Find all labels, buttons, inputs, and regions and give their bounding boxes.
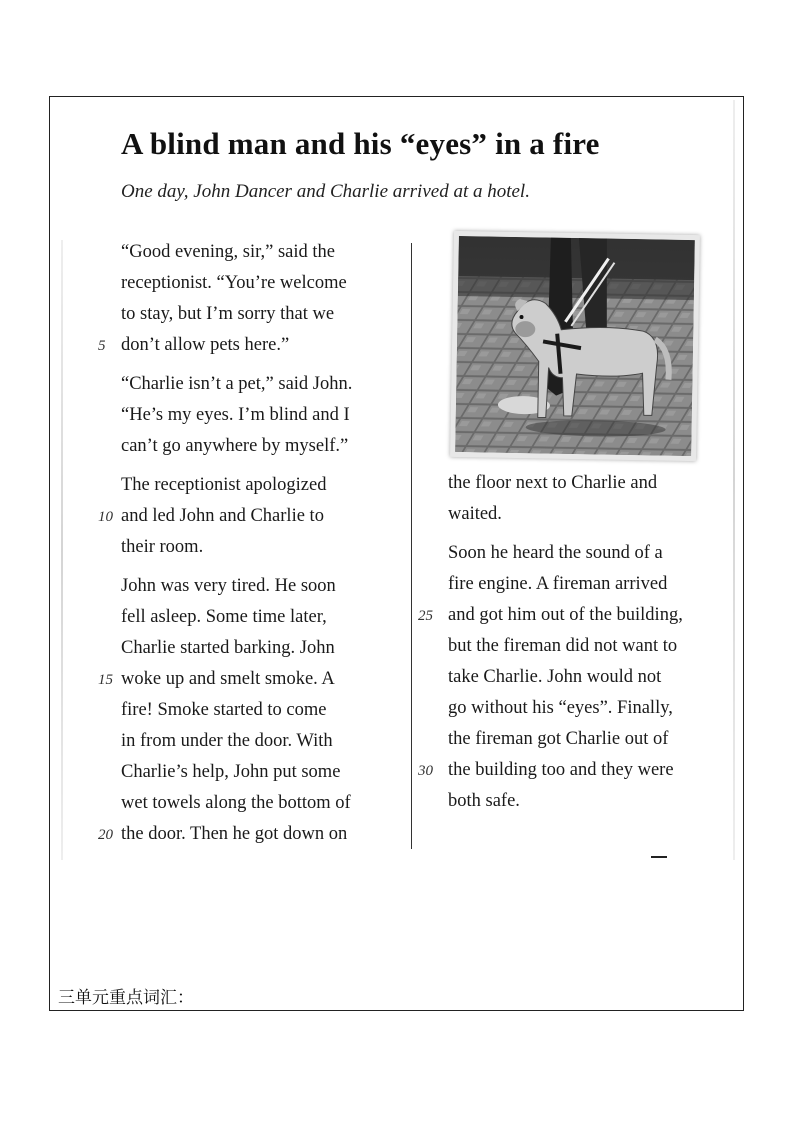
text-line: fell asleep. Some time later, [121,607,327,627]
text-line: can’t go anywhere by myself.” [121,436,349,456]
text-line: “Charlie isn’t a pet,” said John. [121,374,353,394]
article-title: A blind man and his “eyes” in a fire [121,126,600,161]
line-number: 10 [98,509,113,525]
line-number: 5 [98,338,106,354]
text-line: and got him out of the building, [448,605,683,625]
text-line: both safe. [448,791,520,811]
text-line: waited. [448,504,502,524]
line-number: 20 [98,827,113,843]
line-number: 30 [418,763,433,779]
text-line: go without his “eyes”. Finally, [448,698,673,718]
text-line: but the fireman did not want to [448,636,678,656]
text-line: Soon he heard the sound of a [448,543,663,563]
text-line: “Good evening, sir,” said the [121,242,336,262]
text-line: the door. Then he got down on [121,824,348,844]
scan-speck [651,856,667,858]
line-number: 25 [418,608,433,624]
line-number: 15 [98,672,113,688]
photo-image [455,236,695,456]
text-line: their room. [121,537,204,557]
text-line: woke up and smelt smoke. A [121,669,335,689]
text-line: John was very tired. He soon [121,576,336,596]
text-line: don’t allow pets here.” [121,335,290,355]
guide-dog-photo [450,231,700,461]
article-subtitle: One day, John Dancer and Charlie arrived at a hotel. [121,181,530,202]
text-line: fire! Smoke started to come [121,700,327,720]
text-line: in from under the door. With [121,731,333,751]
text-line: “He’s my eyes. I’m blind and I [121,405,350,425]
text-line: take Charlie. John would not [448,667,662,687]
text-line: fire engine. A fireman arrived [448,574,668,594]
text-line: the building too and they were [448,760,674,780]
text-line: to stay, but I’m sorry that we [121,304,335,324]
text-line: and led John and Charlie to [121,506,324,526]
vocabulary-note: 三单元重点词汇： [58,988,194,1008]
text-line: Charlie’s help, John put some [121,762,341,782]
text-line: the floor next to Charlie and [448,473,658,493]
text-line: the fireman got Charlie out of [448,729,669,749]
text-line: wet towels along the bottom of [121,793,351,813]
scan-edge-right [733,100,735,860]
column-divider [411,243,412,849]
scan-edge-left [61,240,63,860]
text-line: receptionist. “You’re welcome [121,273,347,293]
text-line: The receptionist apologized [121,475,327,495]
text-line: Charlie started barking. John [121,638,335,658]
